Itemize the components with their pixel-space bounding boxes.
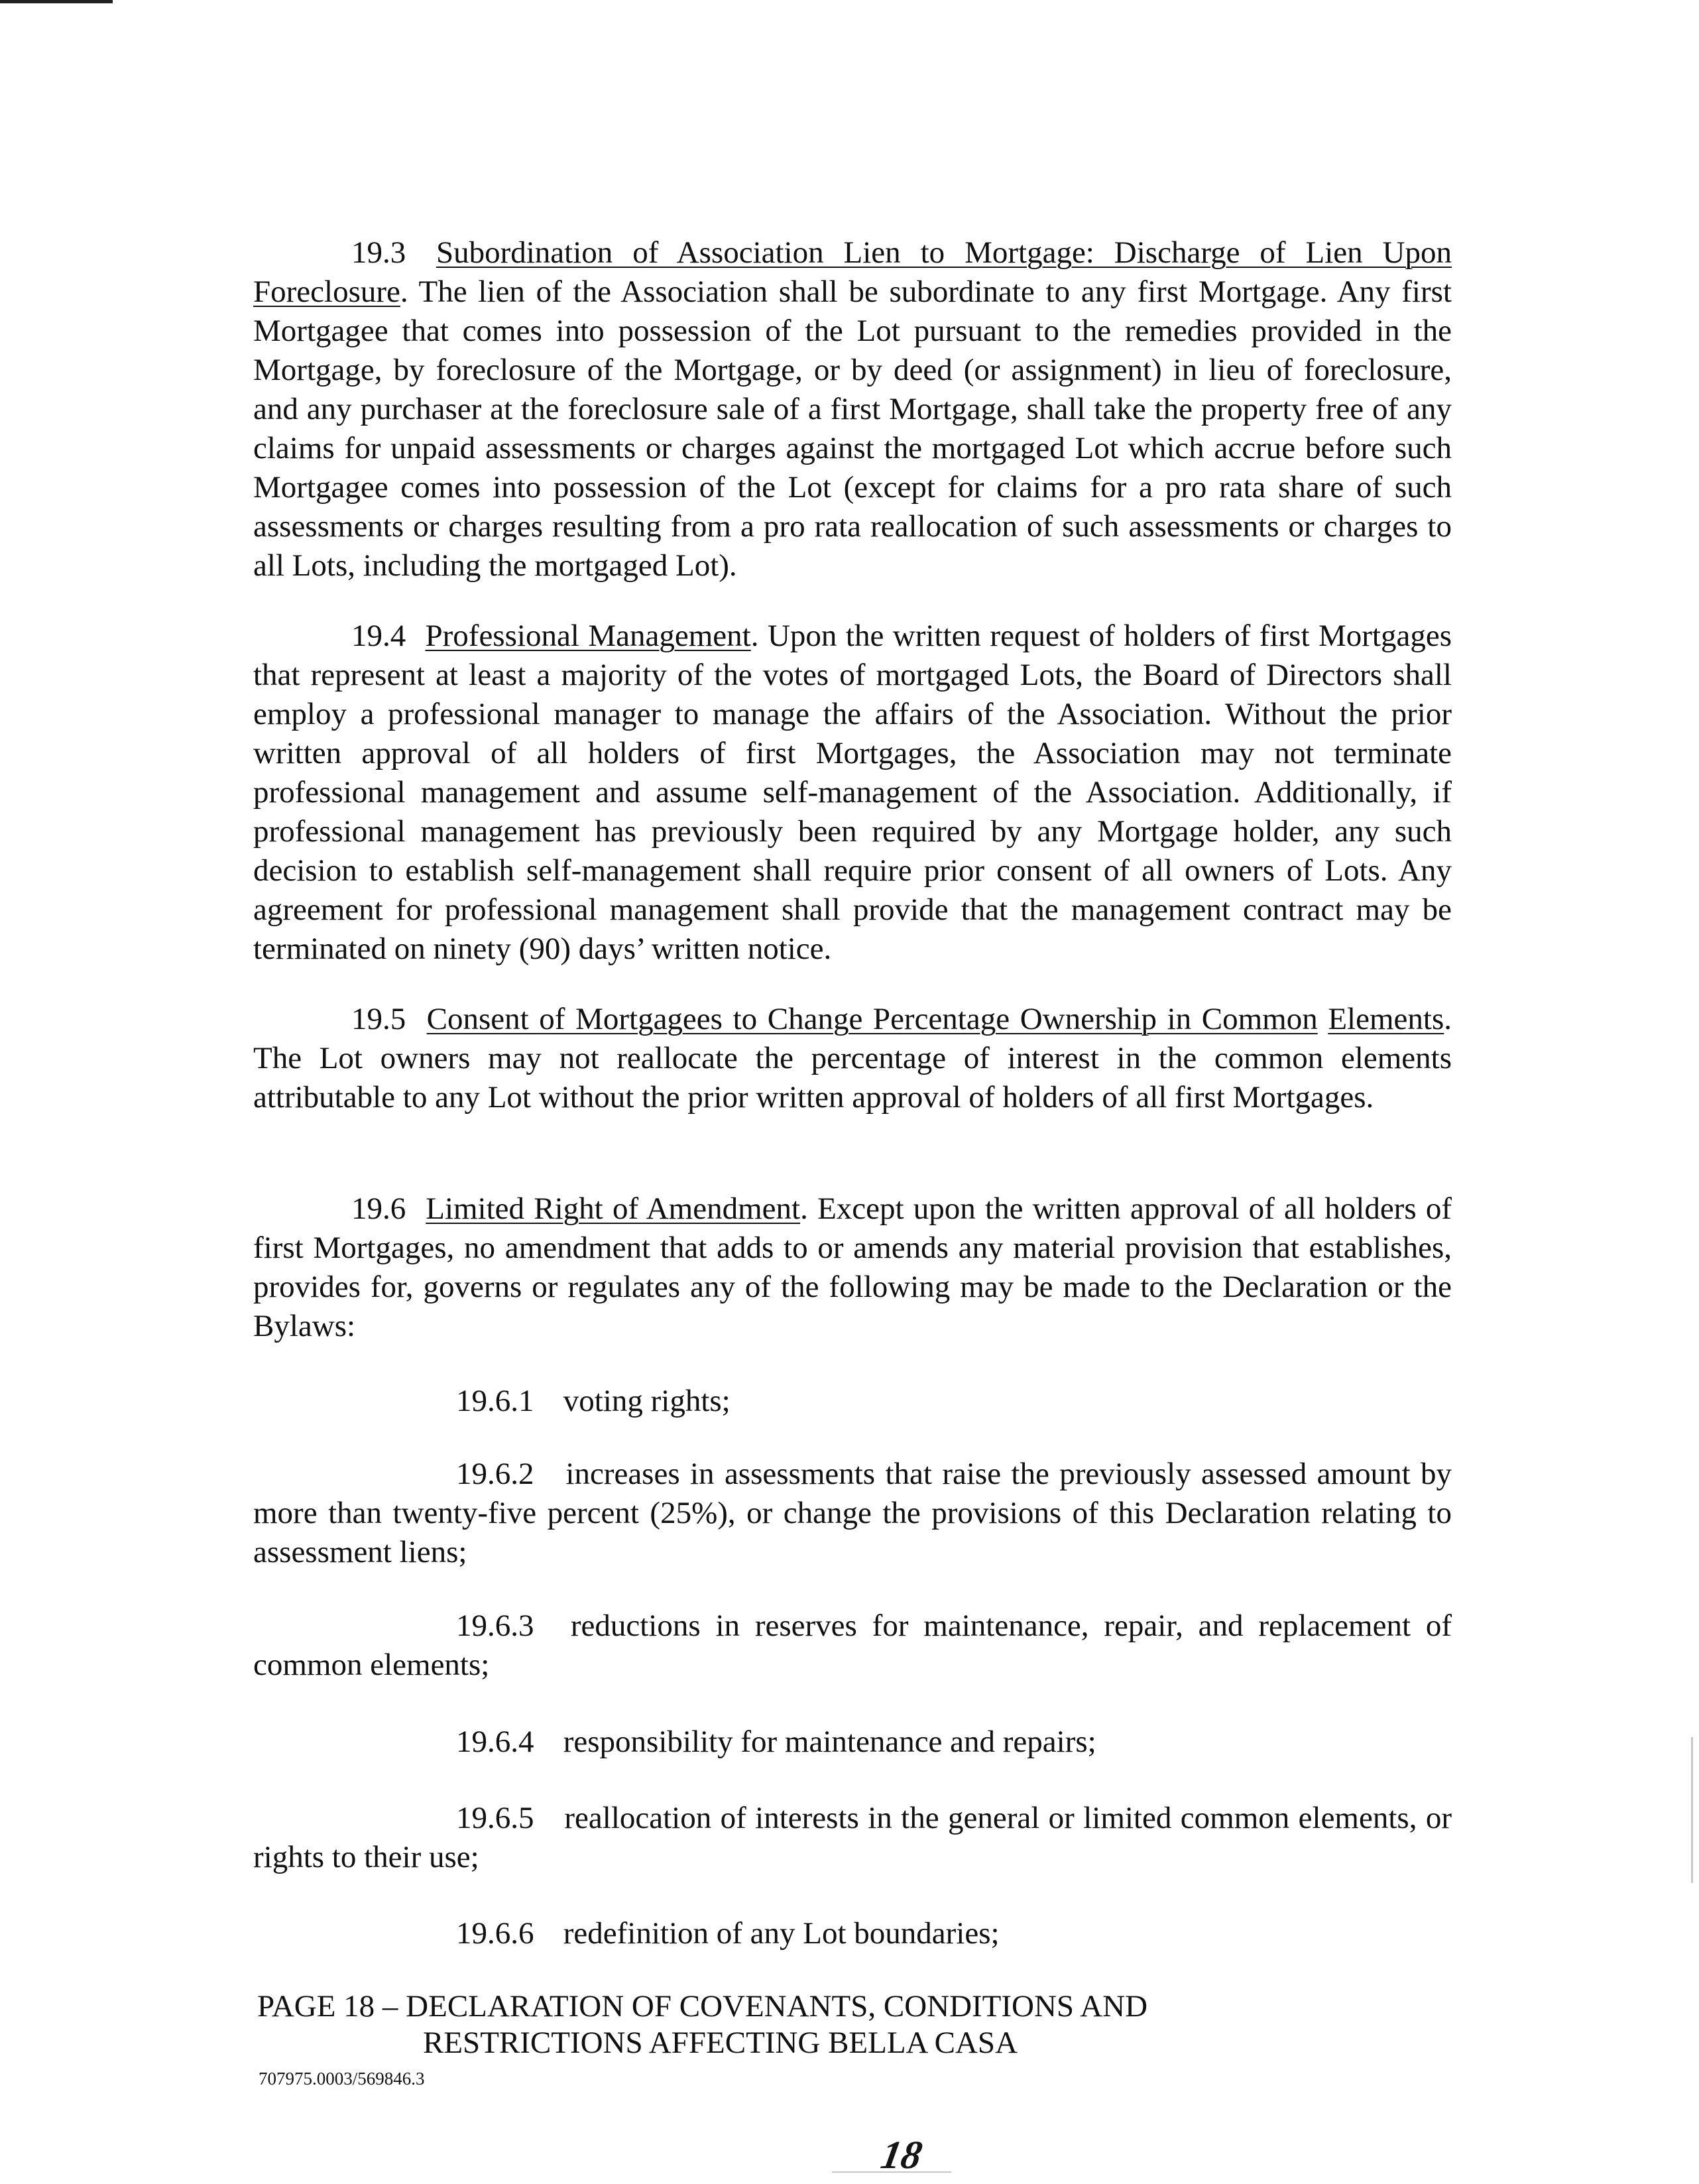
subsection-text: increases in assessments that raise the previously assessed amount by more than twenty-five percent (25%), or change the provisions of this Declaration relating to assessment liens; bbox=[253, 1457, 1452, 1569]
subsection-19-6-4 bbox=[253, 1723, 1452, 1762]
footer-title-line-2: RESTRICTIONS AFFECTING BELLA CASA bbox=[423, 2026, 1018, 2060]
subsection-number: 19.6.3 bbox=[456, 1608, 534, 1643]
scan-speck bbox=[1691, 1737, 1693, 1883]
section-number: 19.5 bbox=[351, 1002, 406, 1036]
subsection-number: 19.6.2 bbox=[456, 1457, 534, 1491]
section-text: . Upon the written request of holders of first Mortgages that represent at least a majority of the votes of mortgaged Lots, the Board of Directors shall employ a professional manager to manage the affairs of the Association. Without the prior written approval of all holders of first Mortgages, the Association may not terminate professional management and assume self-management of the Association. Additionally, if professional management has previously been required by any Mortgage holder, any such decision to establish self-management shall require prior consent of all owners of Lots. Any agreement for professional management shall provide that the management contract may be terminated on ninety (90) days’ written notice. bbox=[253, 619, 1452, 966]
section-19-3 bbox=[253, 233, 1452, 585]
subsection-text: redefinition of any Lot boundaries; bbox=[563, 1916, 1000, 1951]
subsection-19-6-3 bbox=[253, 1607, 1452, 1685]
section-19-4 bbox=[253, 617, 1452, 969]
subsection-text: reductions in reserves for maintenance, repair, and replacement of common elements; bbox=[253, 1608, 1452, 1682]
subsection-number: 19.6.6 bbox=[456, 1916, 534, 1951]
handwritten-page-number: 18 bbox=[878, 2133, 925, 2177]
subsection-number: 19.6.1 bbox=[456, 1384, 534, 1418]
section-heading: Consent of Mortgagees to Change Percentage Ownership in Common bbox=[426, 1002, 1318, 1036]
section-heading: Limited Right of Amendment bbox=[426, 1191, 801, 1226]
section-number: 19.3 bbox=[351, 235, 406, 270]
document-number: 707975.0003/569846.3 bbox=[259, 2069, 425, 2089]
section-number: 19.6 bbox=[351, 1191, 406, 1226]
section-number: 19.4 bbox=[351, 619, 406, 653]
subsection-number: 19.6.4 bbox=[456, 1725, 534, 1759]
section-19-6 bbox=[253, 1189, 1452, 1346]
subsection-19-6-2 bbox=[253, 1455, 1452, 1572]
subsection-19-6-6 bbox=[253, 1914, 1452, 1953]
section-heading-continued: Foreclosure bbox=[253, 274, 400, 309]
subsection-19-6-5 bbox=[253, 1799, 1452, 1877]
subsection-19-6-1 bbox=[253, 1382, 1452, 1421]
footer-title-line-1: PAGE 18 – DECLARATION OF COVENANTS, CONDITIONS AND bbox=[257, 1989, 1148, 2024]
section-19-5 bbox=[253, 1000, 1452, 1117]
subsection-text: voting rights; bbox=[563, 1384, 731, 1418]
section-text: . The Lot owners may not reallocate the percentage of interest in the common elements attributable to any Lot without the prior written approval of holders of all first Mortgages. bbox=[253, 1002, 1452, 1115]
section-heading: Professional Management bbox=[425, 619, 751, 653]
subsection-text: reallocation of interests in the general or limited common elements, or rights to their use; bbox=[253, 1801, 1452, 1874]
section-text: . The lien of the Association shall be subordinate to any first Mortgage. Any first Mortgagee that comes into possession of the Lot pursuant to the remedies provided in the Mortgage, by foreclosure of the Mortgage, or by deed (or assignment) in lieu of foreclosure, and any purchaser at the foreclosure sale of a first Mortgage, shall take the property free of any claims for unpaid assessments or charges against the mortgaged Lot which accrue before such Mortgagee comes into possession of the Lot (except for claims for a pro rata share of such assessments or charges resulting from a pro rata reallocation of such assessments or charges to all Lots, including the mortgaged Lot). bbox=[253, 274, 1452, 583]
subsection-text: responsibility for maintenance and repairs; bbox=[563, 1725, 1096, 1759]
section-heading: Subordination of Association Lien to Mortgage: Discharge of Lien Upon bbox=[436, 235, 1452, 270]
section-text: . Except upon the written approval of all holders of first Mortgages, no amendment that adds to or amends any material provision that establishes, provides for, governs or regulates any of the following may be made to the Declaration or the Bylaws: bbox=[253, 1191, 1452, 1343]
scan-corner-mark bbox=[0, 0, 113, 3]
subsection-number: 19.6.5 bbox=[456, 1801, 534, 1835]
section-heading-continued: Elements bbox=[1328, 1002, 1444, 1036]
